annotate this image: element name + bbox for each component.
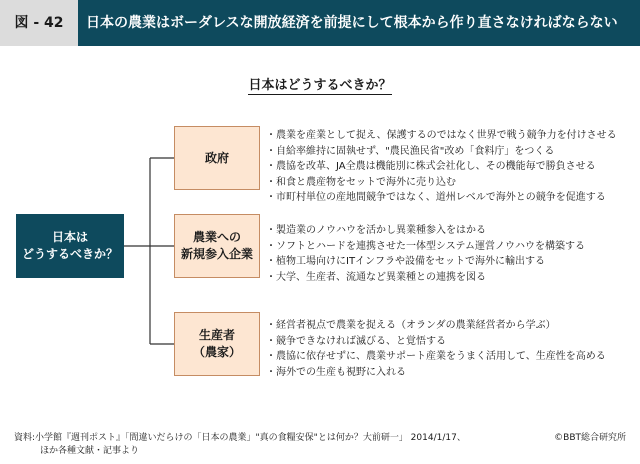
copyright-text: ©BBT総合研究所: [554, 433, 626, 443]
root-node: [16, 214, 124, 278]
bullets-new-entrants: [266, 223, 585, 285]
source-line-2: ほか各種文献・記事より: [40, 446, 140, 456]
bullet-item: ・競争できなければ滅びる、と覚悟する: [266, 335, 446, 347]
root-line-2: どうするべきか？: [21, 247, 118, 261]
node-producers-line-2: （農家）: [192, 345, 241, 359]
bullets-government: [266, 128, 617, 206]
node-government: [174, 126, 260, 190]
bullet-item: ・製造業のノウハウを活かし異業種参入をはかる: [266, 225, 486, 236]
page-title: 日本の農業はボーダレスな開放経済を前提にして根本から作り直さなければならない: [86, 15, 618, 31]
root-line-1: 日本は: [51, 230, 88, 244]
bullet-item: ・和食と農産物をセットで海外に売り込む: [266, 176, 456, 188]
node-producers-line-1: 生産者: [198, 328, 235, 342]
bullet-item: ・大学、生産者、流通など異業種との連携を図る: [266, 271, 486, 283]
source-note: [14, 432, 466, 458]
node-new-entrants-line-1: 農業への: [192, 230, 241, 244]
bullet-item: ・海外での生産も視野に入れる: [266, 366, 406, 378]
bullet-item: ・農協を改革、JA全農は機能別に株式会社化し、その機能毎で勝負させる: [266, 161, 596, 172]
bullet-item: ・農業を産業として捉え、保護するのではなく世界で戦う競争力を付けさせる: [266, 130, 617, 141]
bullet-item: ・植物工場向けにITインフラや設備をセットで海外に輸出する: [266, 256, 546, 267]
node-new-entrants: [174, 214, 260, 278]
figure-label: 図 - 42: [0, 0, 78, 46]
subtitle-text: 日本はどうするべきか？: [248, 78, 392, 93]
bullet-item: ・農協に依存せずに、農業サポート産業をうまく活用して、生産性を高める: [266, 351, 606, 362]
node-government-label: 政府: [204, 150, 229, 165]
bullet-item: ・ソフトとハードを連携させた一体型システム運営ノウハウを構築する: [266, 240, 585, 252]
bullet-item: ・経営者視点で農業を捉える（オランダの農業経営者から学ぶ）: [266, 320, 556, 331]
bullets-producers: [266, 318, 606, 380]
node-producers: [174, 312, 260, 376]
source-line-1: 資料:小学館『週刊ポスト』「間違いだらけの「日本の農業」"真の食糧安保"とは何か？大前研一」 2014/1/17、: [14, 433, 466, 443]
bullet-item: ・自給率維持に固執せず、"農民漁民省"改め「食料庁」をつくる: [266, 145, 555, 157]
node-new-entrants-line-2: 新規参入企業: [180, 247, 253, 261]
bullet-item: ・市町村単位の産地間競争ではなく、道州レベルで海外との競争を促進する: [266, 192, 606, 203]
